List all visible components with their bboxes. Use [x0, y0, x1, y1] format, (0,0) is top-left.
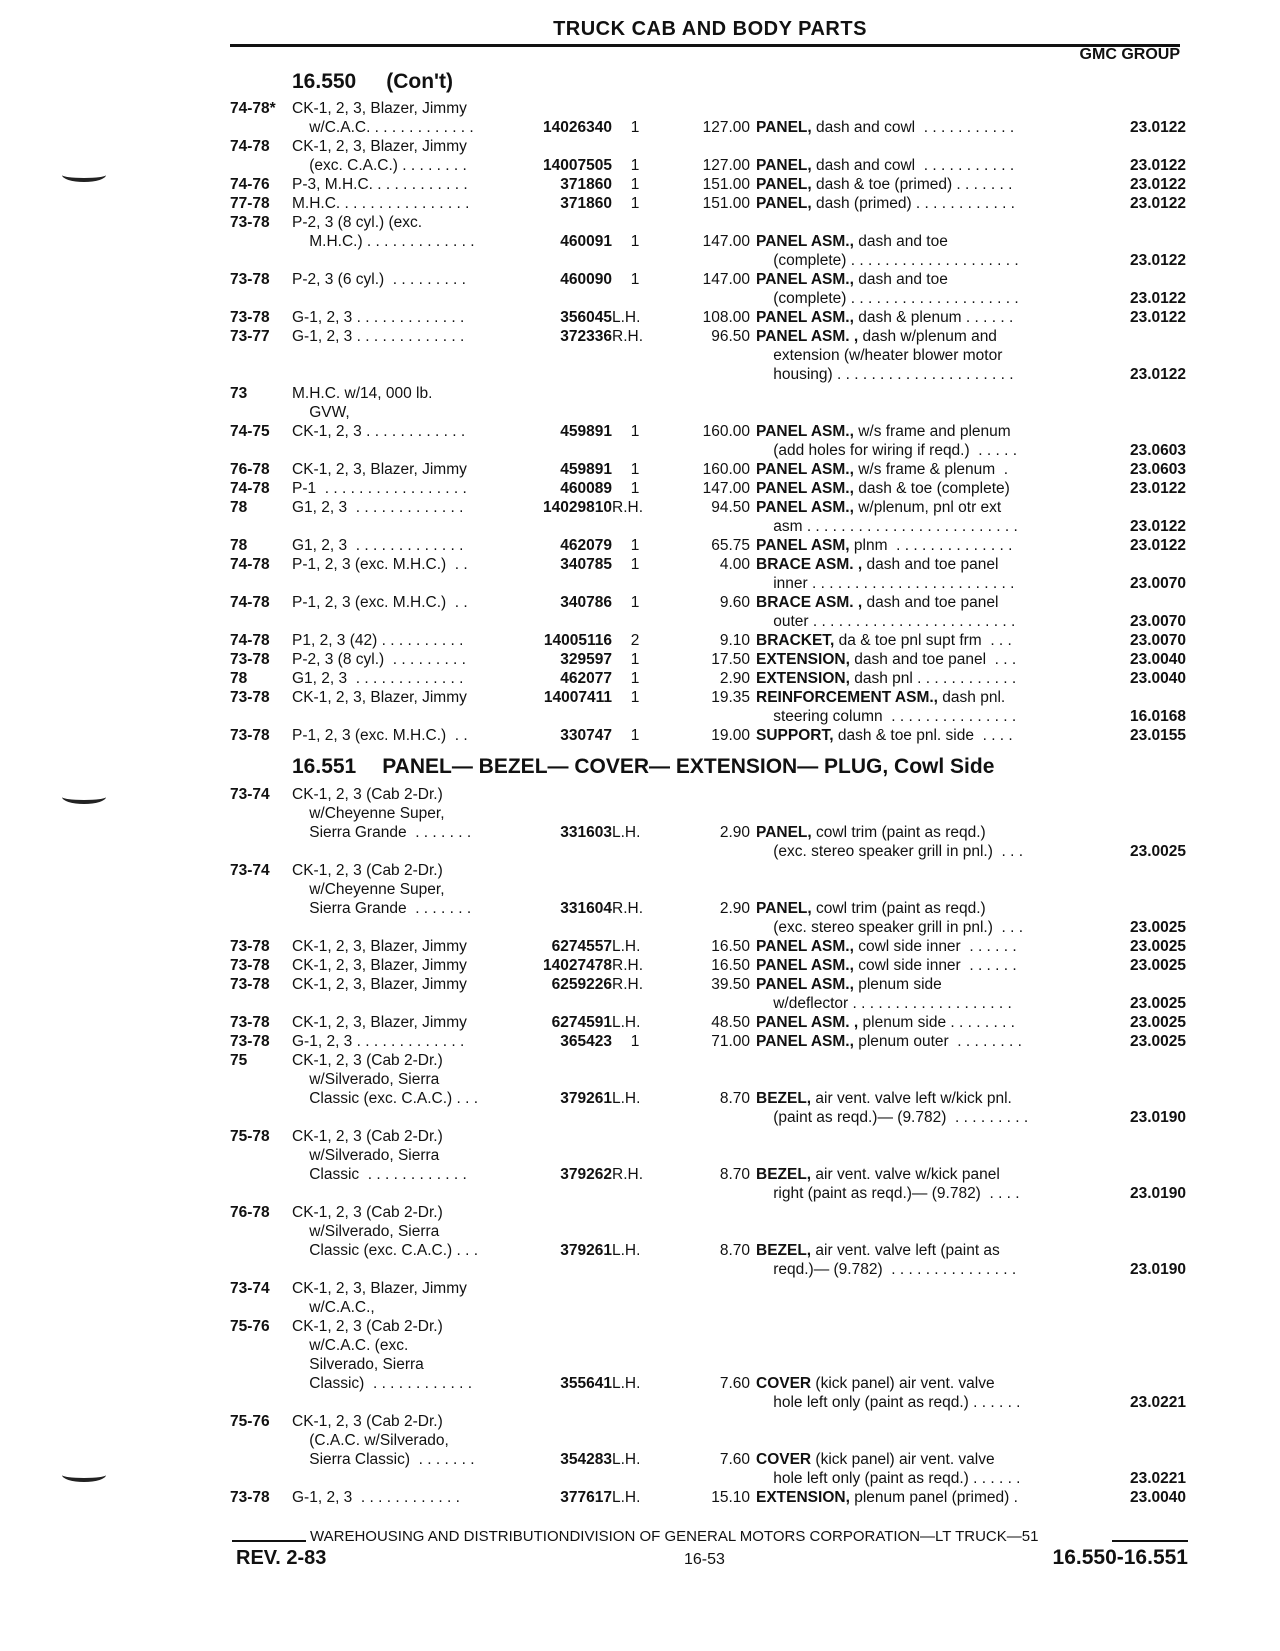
price: 2.90: [719, 900, 750, 917]
model-years: 74-78: [230, 556, 270, 573]
group-number: 23.0122: [1129, 119, 1186, 136]
price: 160.00: [702, 423, 750, 440]
quantity-or-side: 1: [630, 670, 640, 687]
part-name-keyword: COVER: [756, 1375, 812, 1392]
price: 8.70: [719, 1242, 750, 1259]
part-name: PANEL ASM, plnm . . . . . . . . . . . . . .: [756, 537, 1013, 554]
quantity-or-side: 2: [630, 632, 640, 649]
quantity-or-side: 1: [630, 594, 640, 611]
group-number: 23.0122: [1129, 518, 1186, 535]
price: 7.60: [719, 1451, 750, 1468]
model-years: 73-78: [230, 651, 270, 668]
part-number: 354283: [560, 1451, 612, 1468]
part-number: 6274591: [551, 1014, 612, 1031]
group-number: 23.0190: [1129, 1109, 1186, 1126]
application: CK-1, 2, 3 (Cab 2-Dr.) (C.A.C. w/Silverado, Sierra Classic) . . . . . . .: [292, 1413, 475, 1468]
group-number: 23.0122: [1129, 176, 1186, 193]
part-name: PANEL ASM., plenum side w/deflector . . . . . . . . . . . . . . . . . . .: [756, 976, 1012, 1012]
part-number: 331603: [560, 824, 612, 841]
part-number: 329597: [560, 651, 612, 668]
application: CK-1, 2, 3, Blazer, Jimmy: [292, 938, 467, 955]
group-number: 23.0190: [1129, 1185, 1186, 1202]
group-number: 23.0040: [1129, 651, 1186, 668]
part-name-keyword: BEZEL,: [756, 1166, 812, 1183]
application: CK-1, 2, 3, Blazer, Jimmy (exc. C.A.C.) . . . . . . . .: [292, 138, 467, 174]
quantity-or-side: L.H.: [612, 1014, 641, 1031]
group-number: 23.0122: [1129, 537, 1186, 554]
model-years: 74-78: [230, 480, 270, 497]
price: 2.90: [719, 824, 750, 841]
section-heading: [292, 70, 453, 94]
model-years: 73-74: [230, 786, 270, 803]
group-number: 23.0122: [1129, 195, 1186, 212]
model-years: 77-78: [230, 195, 270, 212]
group-number: 23.0221: [1129, 1394, 1186, 1411]
group-number: 23.0025: [1129, 1014, 1186, 1031]
quantity-or-side: 1: [630, 480, 640, 497]
application: P-1, 2, 3 (exc. M.H.C.) . .: [292, 727, 468, 744]
quantity-or-side: 1: [630, 176, 640, 193]
group-number: 23.0603: [1129, 461, 1186, 478]
price: 65.75: [711, 537, 750, 554]
part-number: 459891: [560, 461, 612, 478]
price: 94.50: [711, 499, 750, 516]
application: P-1, 2, 3 (exc. M.H.C.) . .: [292, 556, 468, 573]
price: 127.00: [702, 157, 750, 174]
part-name-keyword: PANEL ASM. ,: [756, 328, 859, 345]
group-number: 23.0040: [1129, 1489, 1186, 1506]
part-name-keyword: PANEL ASM.,: [756, 271, 854, 288]
model-years: 76-78: [230, 461, 270, 478]
part-name-keyword: PANEL ASM.,: [756, 423, 854, 440]
part-name: PANEL, dash (primed) . . . . . . . . . . . .: [756, 195, 1015, 212]
model-years: 75-76: [230, 1318, 270, 1335]
model-years: 76-78: [230, 1204, 270, 1221]
application: G1, 2, 3 . . . . . . . . . . . . .: [292, 499, 464, 516]
price: 17.50: [711, 651, 750, 668]
quantity-or-side: 1: [630, 157, 640, 174]
page-title: TRUCK CAB AND BODY PARTS: [553, 18, 867, 40]
application: G-1, 2, 3 . . . . . . . . . . . . .: [292, 328, 465, 345]
price: 4.00: [719, 556, 750, 573]
application: CK-1, 2, 3 (Cab 2-Dr.) w/Silverado, Sierra Classic . . . . . . . . . . . .: [292, 1128, 467, 1183]
application: P1, 2, 3 (42) . . . . . . . . . .: [292, 632, 464, 649]
part-name: PANEL ASM., dash & toe (complete): [756, 480, 1010, 497]
part-name-keyword: PANEL ASM.,: [756, 480, 854, 497]
part-name-keyword: PANEL ASM.,: [756, 461, 854, 478]
quantity-or-side: 1: [630, 727, 640, 744]
quantity-or-side: R.H.: [612, 1166, 643, 1183]
application: CK-1, 2, 3, Blazer, Jimmy: [292, 976, 467, 993]
price: 160.00: [702, 461, 750, 478]
part-name: BRACE ASM. , dash and toe panel outer . . . . . . . . . . . . . . . . . . . . . . . .: [756, 594, 1016, 630]
part-name: COVER (kick panel) air vent. valve hole left only (paint as reqd.) . . . . . .: [756, 1451, 1021, 1487]
group-number: 23.0122: [1129, 480, 1186, 497]
part-name: PANEL ASM. , plenum side . . . . . . . .: [756, 1014, 1015, 1031]
price: 19.35: [711, 689, 750, 706]
part-number: 371860: [560, 195, 612, 212]
application: CK-1, 2, 3 (Cab 2-Dr.) w/Silverado, Sierra Classic (exc. C.A.C.) . . .: [292, 1204, 479, 1259]
model-years: 74-76: [230, 176, 270, 193]
section-number: 16.550: [292, 70, 357, 93]
price: 151.00: [702, 195, 750, 212]
price: 96.50: [711, 328, 750, 345]
group-number: 23.0122: [1129, 366, 1186, 383]
price: 15.10: [711, 1489, 750, 1506]
footer-rule: [232, 1540, 306, 1542]
quantity-or-side: 1: [630, 461, 640, 478]
quantity-or-side: 1: [630, 689, 640, 706]
part-name-keyword: PANEL ASM.,: [756, 309, 854, 326]
application: CK-1, 2, 3, Blazer, Jimmy: [292, 1014, 467, 1031]
price: 127.00: [702, 119, 750, 136]
part-name: PANEL ASM., w/s frame and plenum (add holes for wiring if reqd.) . . . . .: [756, 423, 1018, 459]
part-number: 372336: [560, 328, 612, 345]
part-name: PANEL ASM., cowl side inner . . . . . .: [756, 938, 1017, 955]
part-name: PANEL ASM., cowl side inner . . . . . .: [756, 957, 1017, 974]
quantity-or-side: R.H.: [612, 499, 643, 516]
section-range: 16.550-16.551: [1052, 1546, 1188, 1569]
group-number: 23.0025: [1129, 995, 1186, 1012]
quantity-or-side: 1: [630, 195, 640, 212]
quantity-or-side: 1: [630, 1033, 640, 1050]
application: CK-1, 2, 3, Blazer, Jimmy w/C.A.C.,: [292, 1280, 467, 1316]
part-name: PANEL ASM., w/plenum, pnl otr ext asm . . . . . . . . . . . . . . . . . . . . . . . . .: [756, 499, 1018, 535]
model-years: 73-78: [230, 214, 270, 231]
quantity-or-side: R.H.: [612, 900, 643, 917]
application: P-2, 3 (6 cyl.) . . . . . . . . .: [292, 271, 466, 288]
quantity-or-side: L.H.: [612, 1489, 641, 1506]
part-name-keyword: BEZEL,: [756, 1242, 812, 1259]
group-number: 23.0025: [1129, 938, 1186, 955]
group-number: 23.0070: [1129, 632, 1186, 649]
part-name: PANEL, cowl trim (paint as reqd.) (exc. stereo speaker grill in pnl.) . . .: [756, 824, 1024, 860]
application: CK-1, 2, 3, Blazer, Jimmy: [292, 957, 467, 974]
group-number: 23.0155: [1129, 727, 1186, 744]
part-name: PANEL, dash and cowl . . . . . . . . . . .: [756, 119, 1015, 136]
group-number: 23.0070: [1129, 613, 1186, 630]
part-name-keyword: EXTENSION,: [756, 651, 850, 668]
part-number: 340786: [560, 594, 612, 611]
price: 147.00: [702, 480, 750, 497]
part-name: PANEL, dash & toe (primed) . . . . . . .: [756, 176, 1013, 193]
section-title: PANEL— BEZEL— COVER— EXTENSION— PLUG, Cowl Side: [382, 755, 995, 778]
application: G-1, 2, 3 . . . . . . . . . . . . .: [292, 1033, 465, 1050]
part-number: 14007411: [543, 689, 612, 706]
quantity-or-side: 1: [630, 423, 640, 440]
part-number: 14026340: [543, 119, 612, 136]
part-number: 459891: [560, 423, 612, 440]
price: 16.50: [711, 938, 750, 955]
binder-hole-mark: [62, 168, 106, 182]
quantity-or-side: L.H.: [612, 824, 641, 841]
quantity-or-side: 1: [630, 271, 640, 288]
part-number: 379261: [560, 1090, 612, 1107]
part-name-keyword: PANEL,: [756, 176, 812, 193]
group-number: 23.0122: [1129, 252, 1186, 269]
part-name-keyword: PANEL ASM.,: [756, 938, 854, 955]
quantity-or-side: L.H.: [612, 309, 641, 326]
model-years: 73-78: [230, 689, 270, 706]
part-number: 331604: [560, 900, 612, 917]
binder-hole-mark: [62, 790, 106, 804]
part-name-keyword: BRACE ASM. ,: [756, 594, 863, 611]
group-number: 23.0040: [1129, 670, 1186, 687]
revision-label: REV. 2-83: [236, 1547, 327, 1569]
part-number: 14005116: [543, 632, 612, 649]
part-name: COVER (kick panel) air vent. valve hole left only (paint as reqd.) . . . . . .: [756, 1375, 1021, 1411]
model-years: 74-78: [230, 138, 270, 155]
application: P-1, 2, 3 (exc. M.H.C.) . .: [292, 594, 468, 611]
group-number: 23.0603: [1129, 442, 1186, 459]
model-years: 74-78: [230, 632, 270, 649]
part-name: BEZEL, air vent. valve left (paint as reqd.)— (9.782) . . . . . . . . . . . . . . .: [756, 1242, 1017, 1278]
part-name-keyword: PANEL,: [756, 157, 812, 174]
part-name-keyword: SUPPORT,: [756, 727, 834, 744]
price: 108.00: [702, 309, 750, 326]
part-number: 379262: [560, 1166, 612, 1183]
quantity-or-side: 1: [630, 651, 640, 668]
model-years: 73-78: [230, 1033, 270, 1050]
group-number: 23.0070: [1129, 575, 1186, 592]
part-name-keyword: COVER: [756, 1451, 812, 1468]
application: M.H.C. . . . . . . . . . . . . . . .: [292, 195, 470, 212]
price: 71.00: [711, 1033, 750, 1050]
group-label: GMC GROUP: [1079, 46, 1180, 63]
part-number: 6259226: [551, 976, 612, 993]
binder-hole-mark: [62, 1468, 106, 1482]
quantity-or-side: 1: [630, 556, 640, 573]
group-number: 23.0122: [1129, 157, 1186, 174]
application: P-1 . . . . . . . . . . . . . . . . .: [292, 480, 467, 497]
application: P-3, M.H.C. . . . . . . . . . . .: [292, 176, 468, 193]
page-number: 16-53: [684, 1551, 725, 1568]
group-number: 23.0221: [1129, 1470, 1186, 1487]
quantity-or-side: R.H.: [612, 328, 643, 345]
application: CK-1, 2, 3, Blazer, Jimmy w/C.A.C. . . . . . . . . . . . .: [292, 100, 474, 136]
part-name-keyword: PANEL ASM.,: [756, 499, 854, 516]
quantity-or-side: 1: [630, 537, 640, 554]
application: P-2, 3 (8 cyl.) . . . . . . . . .: [292, 651, 466, 668]
application: G-1, 2, 3 . . . . . . . . . . . .: [292, 1489, 460, 1506]
part-name-keyword: PANEL,: [756, 900, 812, 917]
part-number: 462079: [560, 537, 612, 554]
part-name-keyword: PANEL ASM.,: [756, 957, 854, 974]
part-name: REINFORCEMENT ASM., dash pnl. steering column . . . . . . . . . . . . . . .: [756, 689, 1017, 725]
part-name: BEZEL, air vent. valve left w/kick pnl. (paint as reqd.)— (9.782) . . . . . . . . .: [756, 1090, 1029, 1126]
price: 8.70: [719, 1090, 750, 1107]
model-years: 75: [230, 1052, 248, 1069]
section-heading: [292, 755, 994, 779]
part-name: BRACKET, da & toe pnl supt frm . . .: [756, 632, 1012, 649]
part-name-keyword: PANEL ASM. ,: [756, 1014, 859, 1031]
part-number: 460090: [560, 271, 612, 288]
part-name-keyword: PANEL ASM,: [756, 537, 850, 554]
quantity-or-side: L.H.: [612, 938, 641, 955]
application: CK-1, 2, 3, Blazer, Jimmy: [292, 461, 467, 478]
part-name-keyword: PANEL ASM.,: [756, 233, 854, 250]
price: 147.00: [702, 271, 750, 288]
part-name: BEZEL, air vent. valve w/kick panel right (paint as reqd.)— (9.782) . . . .: [756, 1166, 1020, 1202]
group-number: 23.0025: [1129, 1033, 1186, 1050]
price: 147.00: [702, 233, 750, 250]
application: M.H.C. w/14, 000 lb. GVW,: [292, 385, 433, 421]
application: CK-1, 2, 3 (Cab 2-Dr.) w/C.A.C. (exc. Silverado, Sierra Classic) . . . . . . . . . . . .: [292, 1318, 472, 1392]
part-name: PANEL ASM. , dash w/plenum and extension (w/heater blower motor housing) . . . . . . . . . . . . . . . . . . . . .: [756, 328, 1014, 383]
part-name-keyword: EXTENSION,: [756, 1489, 850, 1506]
part-number: 377617: [560, 1489, 612, 1506]
price: 39.50: [711, 976, 750, 993]
price: 8.70: [719, 1166, 750, 1183]
quantity-or-side: L.H.: [612, 1242, 641, 1259]
section-number: 16.551: [292, 755, 357, 778]
application: CK-1, 2, 3, Blazer, Jimmy: [292, 689, 467, 706]
part-number: 379261: [560, 1242, 612, 1259]
price: 9.10: [719, 632, 750, 649]
part-name-keyword: PANEL,: [756, 824, 812, 841]
part-name-keyword: BRACKET,: [756, 632, 835, 649]
model-years: 78: [230, 499, 248, 516]
part-name: PANEL ASM., w/s frame & plenum .: [756, 461, 1009, 478]
model-years: 73-78: [230, 938, 270, 955]
part-name: PANEL ASM., dash and toe (complete) . . . . . . . . . . . . . . . . . . . .: [756, 233, 1019, 269]
part-name: PANEL, cowl trim (paint as reqd.) (exc. stereo speaker grill in pnl.) . . .: [756, 900, 1024, 936]
part-number: 371860: [560, 176, 612, 193]
part-number: 14027478: [543, 957, 612, 974]
model-years: 73-78: [230, 309, 270, 326]
part-name: PANEL, dash and cowl . . . . . . . . . . .: [756, 157, 1015, 174]
application: P-2, 3 (8 cyl.) (exc. M.H.C.) . . . . . . . . . . . . .: [292, 214, 475, 250]
part-name-keyword: PANEL,: [756, 119, 812, 136]
application: CK-1, 2, 3 (Cab 2-Dr.) w/Cheyenne Super, Sierra Grande . . . . . . .: [292, 862, 472, 917]
part-name-keyword: PANEL ASM.,: [756, 1033, 854, 1050]
part-name: EXTENSION, dash and toe panel . . .: [756, 651, 1017, 668]
part-name-keyword: REINFORCEMENT ASM.,: [756, 689, 938, 706]
model-years: 73-78: [230, 1489, 270, 1506]
model-years: 75-76: [230, 1413, 270, 1430]
part-name: EXTENSION, plenum panel (primed) .: [756, 1489, 1018, 1506]
model-years: 74-78*: [230, 100, 276, 117]
application: G1, 2, 3 . . . . . . . . . . . . .: [292, 537, 464, 554]
price: 19.00: [711, 727, 750, 744]
part-number: 14007505: [543, 157, 612, 174]
footer-rule: [1112, 1540, 1188, 1542]
quantity-or-side: 1: [630, 119, 640, 136]
price: 151.00: [702, 176, 750, 193]
part-number: 340785: [560, 556, 612, 573]
application: G-1, 2, 3 . . . . . . . . . . . . .: [292, 309, 465, 326]
price: 7.60: [719, 1375, 750, 1392]
model-years: 78: [230, 537, 248, 554]
model-years: 78: [230, 670, 248, 687]
part-number: 6274557: [551, 938, 612, 955]
model-years: 73-78: [230, 976, 270, 993]
group-number: 23.0025: [1129, 843, 1186, 860]
group-number: 23.0122: [1129, 309, 1186, 326]
part-name-keyword: PANEL,: [756, 195, 812, 212]
part-name-keyword: EXTENSION,: [756, 670, 850, 687]
price: 48.50: [711, 1014, 750, 1031]
price: 16.50: [711, 957, 750, 974]
group-number: 16.0168: [1129, 708, 1186, 725]
part-number: 460091: [560, 233, 612, 250]
quantity-or-side: L.H.: [612, 1090, 641, 1107]
model-years: 74-78: [230, 594, 270, 611]
model-years: 73-78: [230, 727, 270, 744]
quantity-or-side: L.H.: [612, 1451, 641, 1468]
part-name: BRACE ASM. , dash and toe panel inner . . . . . . . . . . . . . . . . . . . . . . . .: [756, 556, 1015, 592]
application: G1, 2, 3 . . . . . . . . . . . . .: [292, 670, 464, 687]
model-years: 74-75: [230, 423, 270, 440]
model-years: 73: [230, 385, 248, 402]
group-number: 23.0190: [1129, 1261, 1186, 1278]
part-number: 460089: [560, 480, 612, 497]
quantity-or-side: 1: [630, 233, 640, 250]
model-years: 73-77: [230, 328, 270, 345]
group-number: 23.0025: [1129, 919, 1186, 936]
section-suffix: (Con't): [386, 70, 454, 93]
application: CK-1, 2, 3 (Cab 2-Dr.) w/Silverado, Sierra Classic (exc. C.A.C.) . . .: [292, 1052, 479, 1107]
part-name: SUPPORT, dash & toe pnl. side . . . .: [756, 727, 1013, 744]
model-years: 73-78: [230, 271, 270, 288]
part-name: EXTENSION, dash pnl . . . . . . . . . . . .: [756, 670, 1017, 687]
part-number: 356045: [560, 309, 612, 326]
part-name: PANEL ASM., dash & plenum . . . . . .: [756, 309, 1014, 326]
application: CK-1, 2, 3 . . . . . . . . . . . .: [292, 423, 466, 440]
model-years: 73-78: [230, 1014, 270, 1031]
application: CK-1, 2, 3 (Cab 2-Dr.) w/Cheyenne Super, Sierra Grande . . . . . . .: [292, 786, 472, 841]
price: 9.60: [719, 594, 750, 611]
part-number: 365423: [560, 1033, 612, 1050]
part-number: 14029810: [543, 499, 612, 516]
part-name: PANEL ASM., plenum outer . . . . . . . .: [756, 1033, 1022, 1050]
price: 2.90: [719, 670, 750, 687]
model-years: 73-74: [230, 1280, 270, 1297]
footer-division: WAREHOUSING AND DISTRIBUTIONDIVISION OF GENERAL MOTORS CORPORATION—LT TRUCK—51: [310, 1528, 1039, 1545]
part-name-keyword: PANEL ASM.,: [756, 976, 854, 993]
group-number: 23.0025: [1129, 957, 1186, 974]
quantity-or-side: R.H.: [612, 957, 643, 974]
part-number: 330747: [560, 727, 612, 744]
model-years: 73-78: [230, 957, 270, 974]
part-name: PANEL ASM., dash and toe (complete) . . . . . . . . . . . . . . . . . . . .: [756, 271, 1019, 307]
quantity-or-side: R.H.: [612, 976, 643, 993]
title-rule: [230, 44, 1180, 47]
group-number: 23.0122: [1129, 290, 1186, 307]
part-name-keyword: BEZEL,: [756, 1090, 812, 1107]
quantity-or-side: L.H.: [612, 1375, 641, 1392]
part-name-keyword: BRACE ASM. ,: [756, 556, 863, 573]
part-number: 355641: [560, 1375, 612, 1392]
model-years: 73-74: [230, 862, 270, 879]
part-number: 462077: [560, 670, 612, 687]
model-years: 75-78: [230, 1128, 270, 1145]
